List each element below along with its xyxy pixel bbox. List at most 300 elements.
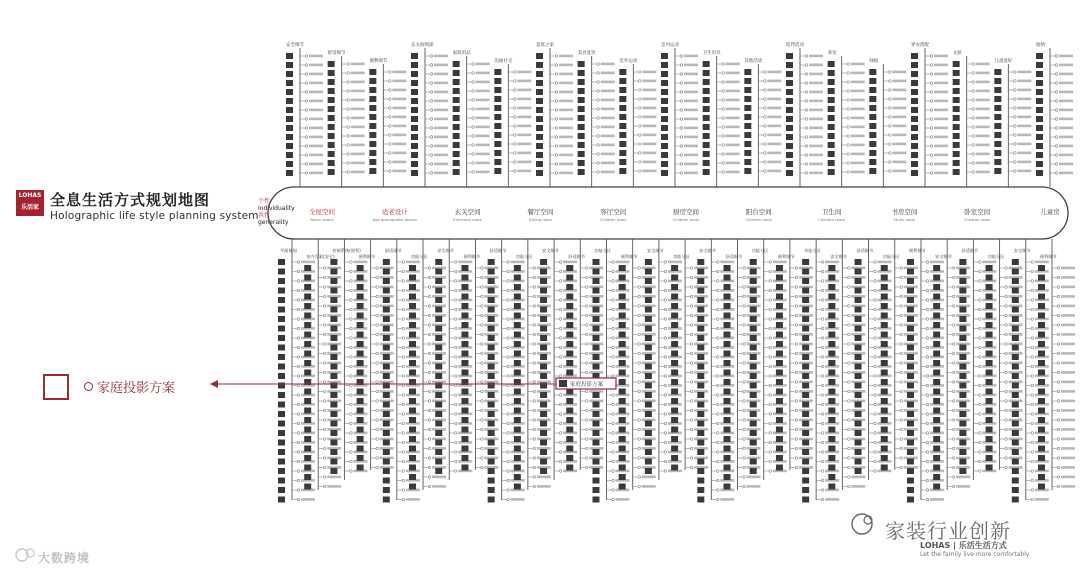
bottom-branch-title: 便利细节 [908,248,926,253]
item-icon [953,79,960,85]
branch-node [680,64,683,67]
branch-node [297,280,300,283]
branch-node [454,365,457,368]
branch-node [900,295,903,298]
branch-node [821,337,824,340]
branch-node [952,381,955,384]
item-icon [855,373,862,379]
branch-node [481,295,484,298]
item-icon [703,79,710,85]
item-text [434,55,448,58]
item-icon [911,98,918,104]
branch-node [900,343,903,346]
item-text [1059,118,1073,121]
item-icon [786,71,793,77]
item-icon [881,389,888,395]
branch-node [428,352,431,355]
item-icon [566,455,573,461]
item-text [392,161,406,164]
item-icon [1036,89,1043,95]
item-text [559,73,573,76]
branch-node [900,381,903,384]
item-icon [786,89,793,95]
branch-node [690,324,693,327]
item-icon [671,265,678,271]
branch-node [612,365,615,368]
branch-node [533,390,536,393]
item-text [892,143,906,146]
item-icon [994,159,1001,165]
item-icon [786,170,793,176]
item-text [517,161,531,164]
item-text [1059,145,1073,148]
item-icon [994,123,1001,129]
branch-node [533,419,536,422]
branch-node [297,460,300,463]
item-text [851,108,865,111]
branch-node [559,356,562,359]
branch-node [743,324,746,327]
item-icon [776,332,783,338]
branch-node [481,381,484,384]
item-icon [461,332,468,338]
item-icon [881,313,888,319]
branch-node [743,409,746,412]
item-icon [488,297,495,303]
item-icon [488,345,495,351]
branch-node [952,428,955,431]
item-icon [750,278,757,284]
branch-node [930,145,933,148]
item-icon [855,278,862,284]
item-icon [1038,465,1045,471]
item-icon [907,345,914,351]
item-icon [409,398,416,404]
branch-node [376,295,379,298]
item-text [351,135,365,138]
item-icon [488,383,495,389]
highlight-icon [559,380,567,387]
item-text [642,485,656,488]
item-icon [1012,411,1019,417]
item-icon [409,294,416,300]
item-icon [802,411,809,417]
item-text [1061,457,1075,460]
item-text [476,153,490,156]
branch-node [1057,390,1060,393]
item-icon [750,468,757,474]
item-text [476,162,490,165]
item-text [642,161,656,164]
branch-node [507,337,510,340]
branch-node [402,498,405,501]
item-icon [461,389,468,395]
item-icon [1038,474,1045,480]
item-text [1061,333,1075,336]
branch-node [430,127,433,130]
item-icon [592,459,599,465]
branch-node [821,375,824,378]
item-icon [494,132,501,138]
branch-node [638,267,641,270]
item-text [851,81,865,84]
branch-node [481,276,484,279]
branch-node [454,403,457,406]
branch-node [612,318,615,321]
branch-node [612,470,615,473]
item-icon [671,294,678,300]
item-icon [409,465,416,471]
branch-node [821,308,824,311]
item-icon [744,168,751,174]
item-text [392,98,406,101]
branch-node [795,352,798,355]
branch-node [717,460,720,463]
item-icon [881,284,888,290]
item-icon [724,474,731,480]
item-icon [488,421,495,427]
item-text [642,476,656,479]
branch-node [1005,314,1008,317]
branch-node [347,171,350,174]
item-icon [1012,392,1019,398]
branch-node [930,82,933,85]
item-icon [278,459,285,465]
bottom-branch-title: 室内方案(安全) [306,254,335,259]
item-icon [566,417,573,423]
bottom-branch-title: 便利细节 [358,254,376,259]
item-icon [592,421,599,427]
branch-node [874,394,877,397]
item-icon [1012,383,1019,389]
bottom-branch-title: 便利细节 [1040,254,1057,259]
item-icon [933,360,940,366]
item-icon [435,468,442,474]
branch-node [430,64,433,67]
item-icon [881,341,888,347]
item-icon [383,364,390,370]
branch-node [926,470,929,473]
branch-node [472,153,475,156]
item-icon [911,89,918,95]
item-text [684,136,698,139]
branch-node [722,117,725,120]
item-icon [409,360,416,366]
item-icon [869,114,876,120]
branch-node [347,108,350,111]
item-icon [671,284,678,290]
branch-node [376,428,379,431]
branch-node [1005,390,1008,393]
item-icon [578,70,585,76]
item-icon [750,421,757,427]
item-icon [619,427,626,433]
item-icon [278,259,285,265]
branch-node [979,441,982,444]
branch-node [559,365,562,368]
branch-node [769,422,772,425]
branch-node [297,432,300,435]
item-icon [828,70,835,76]
branch-node [430,109,433,112]
branch-node [472,108,475,111]
item-icon [776,322,783,328]
item-text [976,153,990,156]
room-label-en: Study room [893,217,916,222]
branch-node [454,327,457,330]
item-icon [536,170,543,176]
item-text [684,118,698,121]
item-icon [959,430,966,436]
item-icon [869,69,876,75]
branch-node [559,403,562,406]
item-icon [619,465,626,471]
branch-node [764,107,767,110]
item-icon [357,436,364,442]
item-icon [645,326,652,332]
branch-node [795,333,798,336]
item-icon [278,468,285,474]
item-icon [304,389,311,395]
branch-node [612,451,615,454]
item-icon [933,484,940,490]
branch-node [1057,305,1060,308]
item-icon [383,468,390,474]
room-label: 客厅空间 [600,208,627,216]
branch-node [979,318,982,321]
item-icon [1036,116,1043,122]
branch-node [926,451,929,454]
branch-node [507,384,510,387]
branch-node [1057,371,1060,374]
item-icon [828,446,835,452]
branch-node [347,81,350,84]
branch-node [376,419,379,422]
branch-node [769,365,772,368]
item-icon [488,468,495,474]
item-icon [514,313,521,319]
branch-node [743,343,746,346]
item-icon [697,449,704,455]
branch-node [900,447,903,450]
item-icon [1036,53,1043,59]
branch-node [795,362,798,365]
branch-node [926,346,929,349]
branch-node [1031,375,1034,378]
bottom-branch-title: 便利细节 [463,254,481,259]
branch-node [952,286,955,289]
branch-node [533,381,536,384]
item-icon [881,417,888,423]
item-icon [330,297,337,303]
item-icon [724,294,731,300]
branch-node [795,428,798,431]
branch-node [533,400,536,403]
item-icon [828,142,835,148]
item-icon [409,265,416,271]
item-icon [357,370,364,376]
item-icon [959,278,966,284]
item-icon [907,354,914,360]
branch-node [559,346,562,349]
branch-node [743,314,746,317]
branch-node [1057,400,1060,403]
item-icon [1012,269,1019,275]
branch-node [930,73,933,76]
branch-node [323,381,326,384]
branch-node [430,154,433,157]
branch-node [638,485,641,488]
branch-node [664,327,667,330]
item-icon [881,332,888,338]
branch-node [926,318,929,321]
branch-node [664,337,667,340]
bottom-branch-title: 控制系统(便利) [332,248,361,253]
branch-node [376,447,379,450]
item-text [726,126,740,129]
branch-node [350,422,353,425]
item-icon [461,341,468,347]
item-text [309,109,323,112]
item-icon [278,354,285,360]
item-text [434,109,448,112]
item-icon [328,133,335,139]
item-icon [383,497,390,503]
item-icon [828,284,835,290]
branch-node [481,333,484,336]
branch-node [847,162,850,165]
branch-node [507,422,510,425]
item-text [476,171,490,174]
item-icon [411,134,418,140]
item-icon [435,335,442,341]
branch-node [350,327,353,330]
item-icon [278,402,285,408]
branch-node [664,413,667,416]
callout-image-placeholder[interactable] [43,374,69,400]
branch-node [533,428,536,431]
item-icon [357,284,364,290]
branch-node [722,126,725,129]
item-icon [986,275,993,281]
branch-node [769,394,772,397]
item-icon [409,322,416,328]
item-icon [933,265,940,271]
item-text [767,134,781,137]
branch-node [638,305,641,308]
item-text [559,163,573,166]
branch-node [930,55,933,58]
branch-node [847,108,850,111]
branch-node [428,333,431,336]
callout-label[interactable] [84,377,175,396]
branch-node [612,299,615,302]
item-icon [869,168,876,174]
item-icon [304,332,311,338]
item-text [851,90,865,93]
item-icon [566,294,573,300]
item-icon [494,141,501,147]
item-icon [411,62,418,68]
branch-node [507,451,510,454]
top-branch-title: 养宠 [827,51,837,56]
item-icon [592,364,599,370]
item-icon [750,440,757,446]
item-text [956,476,970,479]
item-icon [328,88,335,94]
branch-node [533,447,536,450]
item-text [684,91,698,94]
item-icon [514,408,521,414]
branch-node [690,352,693,355]
branch-node [1031,460,1034,463]
item-icon [959,345,966,351]
branch-node [795,447,798,450]
item-text [434,73,448,76]
branch-node [1057,314,1060,317]
item-text [309,64,323,67]
branch-node [717,498,720,501]
item-icon [409,446,416,452]
branch-node [559,375,562,378]
branch-node [305,145,308,148]
item-icon [855,364,862,370]
bottom-branch-title: 安全细节 [646,248,664,253]
item-icon [986,389,993,395]
branch-node [690,286,693,289]
item-icon [1036,134,1043,140]
branch-node [323,295,326,298]
branch-node [428,476,431,479]
item-text [434,127,448,130]
branch-node [639,152,642,155]
item-icon [461,398,468,404]
item-icon [566,408,573,414]
item-icon [578,151,585,157]
item-icon [330,383,337,389]
branch-node [1057,362,1060,365]
branch-node [821,489,824,492]
item-icon [828,294,835,300]
item-icon [802,278,809,284]
map-title: 全息生活方式规划地图 [50,191,211,209]
item-text [851,476,865,479]
item-icon [786,98,793,104]
branch-node [743,352,746,355]
branch-node [428,466,431,469]
branch-node [664,394,667,397]
item-text [726,135,740,138]
branch-node [297,451,300,454]
branch-node [769,299,772,302]
item-icon [592,259,599,265]
branch-node [297,403,300,406]
item-icon [514,427,521,433]
item-text [892,80,906,83]
item-icon [986,360,993,366]
item-icon [514,446,521,452]
branch-node [900,428,903,431]
item-icon [304,303,311,309]
item-icon [369,96,376,102]
branch-node [889,152,892,155]
branch-node [821,346,824,349]
branch-node [454,270,457,273]
branch-node [805,163,808,166]
branch-node [638,314,641,317]
item-icon [907,402,914,408]
item-icon [881,427,888,433]
